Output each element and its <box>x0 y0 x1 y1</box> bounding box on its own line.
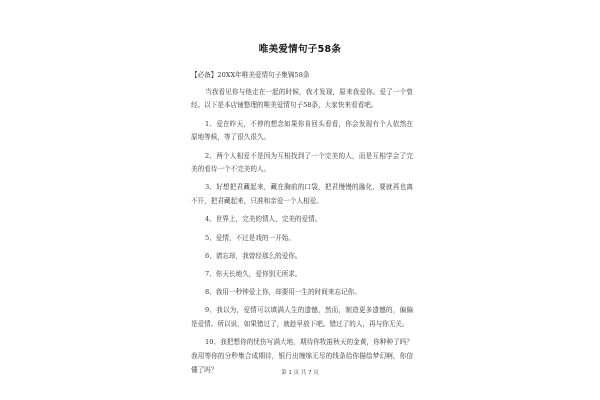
paragraph-4: 4、世界上，完美的情人，完美的爱情。 <box>205 215 322 224</box>
paragraph-8: 8、我用一秒钟爱上你，却要用一生的时间来忘记你。 <box>205 288 361 297</box>
paragraph-5: 5、爱情，不过是戏的一开始。 <box>205 233 295 242</box>
document-heading: 【必备】20XX年唯美爱情句子集锦58条 <box>191 71 310 79</box>
paragraph-3: 3、好想把君藏起来，藏在胸前的口袋，把君慢慢的融化，要就再也离不开，把君藏起来，只准和亲爱一个人相爱。 <box>191 183 413 206</box>
paragraph-2: 2、两个人相爱不是因为互相找到了一个完美的人，而是互相学会了完美的看待一个不完美的人。 <box>191 151 413 174</box>
document-title: 唯美爱情句子58条 <box>258 44 342 55</box>
paragraph-9: 9、我以为，爱情可以填满人生的遗憾，然而，制造更多遗憾的，偏偏是爱情。所以说，如果错过了，就趁早放下吧。错过了的人，再与你无关。 <box>191 306 413 329</box>
paragraph-7: 7、你天长地久，爱你别无所求。 <box>205 269 302 278</box>
page-number-footer: 第 1 页 共 7 页 <box>281 370 319 376</box>
document-body <box>191 69 413 382</box>
paragraph-10: 10、我把想你的忧伤写满大地，期待你牧笛秋天的金黄，你种种了吗？我用等你的分秒集合成期待，银行出缠绵无尽的线条给你描绘梦幻啊，你信懂了吗？ <box>191 338 413 374</box>
paragraph-intro: 当我看见你与他走在一起的时候，我才发现，原来我爱你。爱了一个曾经。以下是本店铺整理的唯美爱情句子58条，大家快来看看吧。 <box>191 87 413 110</box>
paragraph-6: 6、请忘却，我曾经那么的爱你。 <box>205 251 302 260</box>
paragraph-1: 1、爱在昨天，不停的想念如果你肯回头看看，你会发现有个人依然在原地等候，等了很久很久。 <box>191 119 413 142</box>
